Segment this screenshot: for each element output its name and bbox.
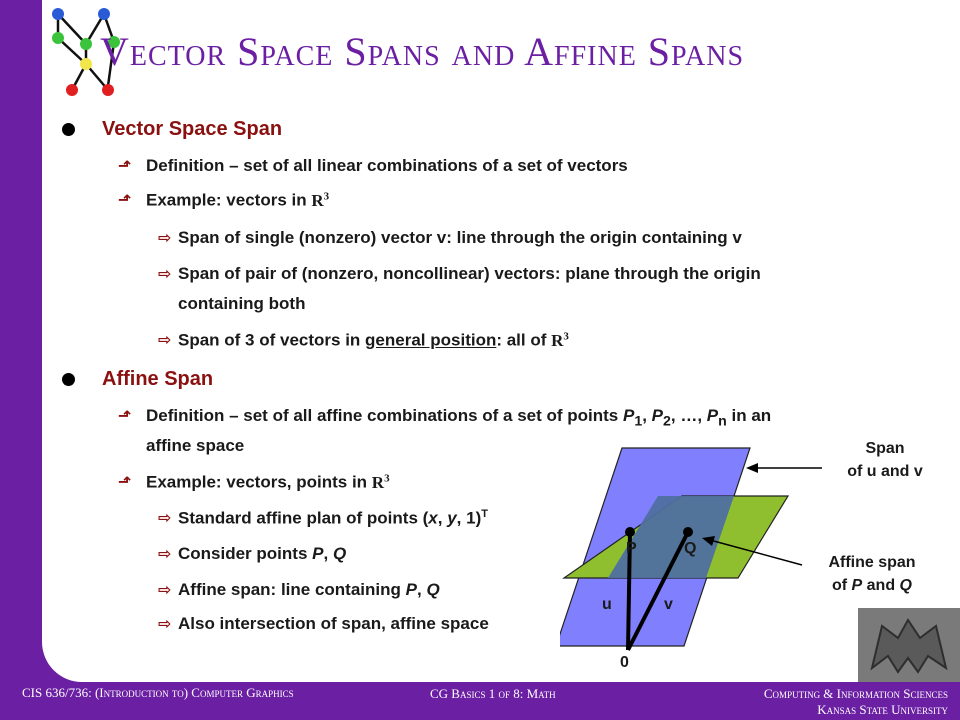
diagram-label-p: P (626, 540, 637, 557)
bullet-dot-icon (62, 373, 75, 386)
point-q (683, 527, 693, 537)
as-definition-text-line1: Definition – set of all affine combinations of a set of points $P_1$, $P_2$, …, $P_n$ in an (146, 406, 772, 430)
footer-lecture: CG Basics 1 of 8: Math (430, 686, 556, 701)
vs-definition-text: Definition – set of all linear combinations of a set of vectors (146, 156, 628, 175)
footer-univ: Kansas State University (817, 702, 948, 717)
as-definition-text-line2: affine space (146, 436, 245, 455)
r-symbol: $R^3$ (371, 472, 390, 492)
arrow-bullet-icon: ⇨ (158, 330, 172, 349)
sub-bullet-icon: ⬏ (118, 406, 132, 425)
span-pointer-arrowhead (746, 463, 758, 473)
arrow-bullet-icon: ⇨ (158, 614, 172, 633)
bullet-dot-icon (62, 123, 75, 136)
slide-title: Vector Space Spans and Affine Spans (100, 29, 745, 74)
footer-dept: Computing & Information Sciences (763, 686, 948, 701)
heading-vector-space-span: Vector Space Span (102, 118, 283, 140)
vs-three-text: Span of 3 of vectors in general position: all of $R^3$ (178, 330, 569, 350)
vs-pair-text-line2: containing both (178, 294, 306, 313)
vs-pair-text-line1: Span of pair of (nonzero, noncollinear) vectors: plane through the origin (178, 264, 761, 283)
affine-span-label: Affine span of P and Q (828, 554, 916, 594)
arrow-bullet-icon: ⇨ (158, 580, 172, 599)
diagram-label-u: u (602, 596, 612, 613)
span-label: Span of u and v (847, 440, 923, 480)
as-intersection-text: Also intersection of span, affine space (178, 614, 489, 633)
as-example-text: Example: vectors, points in $R^3$ (146, 472, 390, 492)
r-symbol: $R^3$ (551, 330, 569, 350)
vs-single-text: Span of single (nonzero) vector v: line through the origin containing v (178, 228, 742, 247)
heading-affine-span: Affine Span (102, 368, 214, 390)
arrow-bullet-icon: ⇨ (158, 264, 172, 283)
diagram-label-v: v (664, 596, 673, 613)
diagram-label-q: Q (684, 540, 697, 557)
as-consider-text: Consider points P, Q (178, 544, 347, 563)
footer-course: CIS 636/736: (Introduction to) Computer Graphics (22, 685, 294, 700)
point-p (625, 527, 635, 537)
sub-bullet-icon: ⬏ (118, 472, 132, 491)
arrow-bullet-icon: ⇨ (158, 228, 172, 247)
sub-bullet-icon: ⬏ (118, 190, 132, 209)
sub-bullet-icon: ⬏ (118, 156, 132, 175)
kstate-wildcat-logo (858, 608, 960, 682)
vs-example-text: Example: vectors in $R^3$ (146, 190, 330, 210)
diagram-label-origin: 0 (620, 654, 629, 671)
general-position-link: general position (365, 330, 497, 350)
r-symbol: $R^3$ (311, 190, 330, 210)
arrow-bullet-icon: ⇨ (158, 544, 172, 563)
arrow-bullet-icon: ⇨ (158, 508, 172, 527)
as-standard-text: Standard affine plan of points (x, y, 1)$^T$ (178, 508, 488, 528)
as-affine-line-text: Affine span: line containing P, Q (178, 580, 440, 599)
